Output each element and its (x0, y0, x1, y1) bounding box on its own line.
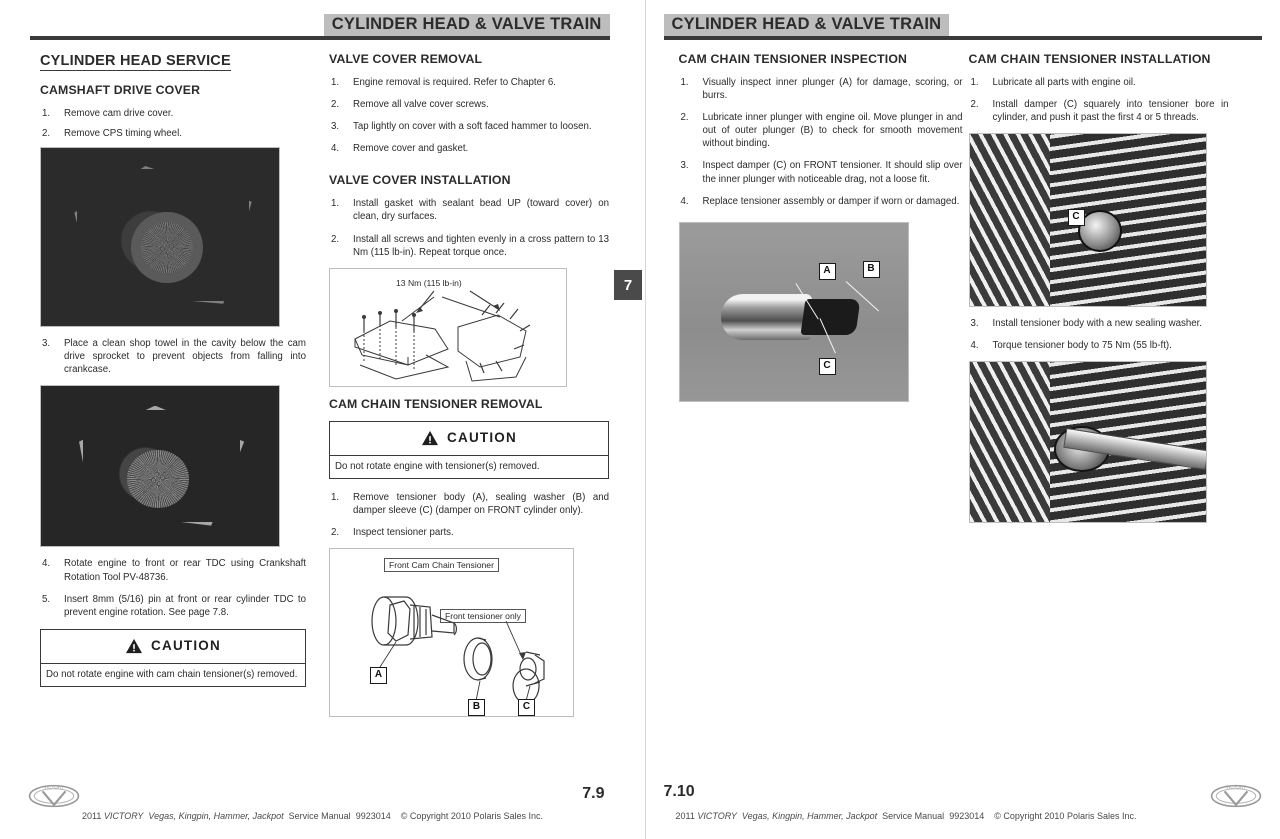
footer-credits (676, 811, 1137, 821)
tensioner-body-shape (721, 294, 812, 340)
step-number: 5. (42, 593, 51, 605)
svg-text:VICTORY: VICTORY (1225, 784, 1247, 790)
list-item (969, 339, 1229, 352)
footer-brand: VICTORY (103, 811, 144, 821)
step-text: Replace tensioner assembly or damper if worn or damaged. (702, 195, 960, 207)
heading-valve-cover-installation: VALVE COVER INSTALLATION (329, 173, 511, 188)
steps-list-tensioner-installation-2 (969, 317, 1229, 352)
caution-title: CAUTION (151, 638, 221, 654)
step-number: 3. (331, 121, 340, 133)
step-text: Install tensioner body with a new sealing washer. (992, 318, 1202, 330)
page-number: 7.9 (582, 785, 605, 802)
step-number: 1. (970, 77, 979, 88)
step-text: Remove CPS timing wheel. (64, 128, 182, 140)
footer-copyright: © Copyright 2010 Polaris Sales Inc. (400, 811, 543, 821)
step-text: Torque tensioner body to 75 Nm (55 lb-ft). (992, 340, 1172, 352)
footer-year: 2011 (675, 811, 695, 821)
caution-title: CAUTION (447, 430, 517, 446)
tensioner-line-drawing (329, 548, 574, 717)
footer-models: Vegas, Kingpin, Hammer, Jackpot (148, 811, 284, 821)
step-text: Remove all valve cover screws. (353, 99, 489, 111)
right-page-column-2 (969, 52, 1229, 533)
footer-part-number: 9923014 (949, 811, 985, 821)
steps-list-camshaft-2 (40, 337, 306, 376)
list-item (329, 76, 609, 89)
footer-copyright: © Copyright 2010 Polaris Sales Inc. (994, 811, 1137, 821)
list-item (969, 76, 1229, 89)
left-page-column-1 (40, 52, 306, 699)
right-page-header (646, 10, 1280, 40)
list-item (679, 111, 963, 150)
steps-list-camshaft-1 (40, 107, 306, 140)
valve-cover-schematic (330, 269, 566, 386)
warning-triangle-icon (421, 430, 439, 446)
step-number: 2. (331, 233, 340, 245)
callout-b: B (468, 699, 485, 716)
list-item (40, 557, 306, 583)
list-item (329, 142, 609, 155)
heading-valve-cover-removal: VALVE COVER REMOVAL (329, 52, 483, 66)
step-number: 2. (331, 99, 340, 111)
left-page-footer (0, 773, 645, 821)
running-header-title: CYLINDER HEAD & VALVE TRAIN (664, 14, 950, 36)
running-header-title: CYLINDER HEAD & VALVE TRAIN (324, 14, 610, 36)
figure-shop-towel-photo (40, 385, 306, 547)
step-number: 3. (42, 338, 51, 350)
step-number: 2. (970, 99, 979, 111)
footer-models: Vegas, Kingpin, Hammer, Jackpot (741, 811, 878, 821)
list-item (40, 593, 306, 619)
heading-cam-chain-tensioner-removal: CAM CHAIN TENSIONER REMOVAL (329, 396, 543, 411)
step-number: 4. (680, 195, 689, 207)
svg-text:VICTORY: VICTORY (43, 784, 65, 790)
list-item (329, 233, 609, 259)
figure-tensioner-assembly-photo (679, 222, 963, 402)
figure-valve-cover-torque-diagram (329, 268, 609, 387)
engine-photo (40, 147, 280, 327)
right-page-column-1 (679, 52, 963, 412)
cylinder-fins-photo (969, 133, 1207, 307)
caution-header (41, 630, 305, 664)
torque-spec-label: 13 Nm (115 lb-in) (392, 277, 466, 289)
steps-list-tensioner-inspection (679, 76, 963, 208)
heading-cam-chain-tensioner-inspection: CAM CHAIN TENSIONER INSPECTION (678, 52, 908, 66)
left-page-column-2 (329, 52, 609, 727)
step-number: 3. (680, 160, 689, 172)
callout-c: C (819, 358, 836, 375)
right-page (645, 0, 1280, 839)
step-text: Remove tensioner body (A), sealing washer (B) and damper sleeve (C) (damper on FRONT cylinder only). (353, 491, 609, 516)
tensioner-bore-shape (1078, 210, 1122, 252)
steps-list-valve-cover-removal (329, 76, 609, 155)
step-number: 3. (970, 318, 979, 330)
chapter-tab-7: 7 (614, 270, 642, 300)
step-number: 1. (331, 77, 340, 88)
step-text: Inspect damper (C) on FRONT tensioner. It should slip over the inner plunger with noticeable drag, not a loose fit. (702, 160, 963, 185)
figure-damper-install-photo (969, 133, 1229, 307)
steps-list-tensioner-installation-1 (969, 76, 1229, 124)
list-item (329, 526, 609, 539)
step-text: Engine removal is required. Refer to Chapter 6. (353, 77, 557, 88)
step-number: 4. (331, 143, 340, 155)
valve-cover-line-drawing (329, 268, 567, 387)
step-number: 2. (331, 527, 340, 539)
footer-credits (82, 811, 543, 821)
victory-logo-icon (28, 783, 80, 809)
callout-c: C (1068, 209, 1085, 226)
fin-stack-shape (970, 134, 1050, 306)
caution-box-tensioner-removed (329, 421, 609, 479)
subsection-camshaft-drive-cover: CAMSHAFT DRIVE COVER (40, 83, 201, 97)
victory-logo-icon (1210, 783, 1262, 809)
step-text: Insert 8mm (5/16) pin at front or rear cylinder TDC to prevent engine rotation. See page 7.8. (64, 593, 306, 618)
page-number: 7.10 (663, 783, 695, 800)
step-text: Install all screws and tighten evenly in a cross pattern to 13 Nm (115 lb-in). Repeat torque once. (353, 233, 609, 258)
callout-b: B (863, 261, 880, 278)
header-rule (30, 36, 610, 40)
step-text: Install damper (C) squarely into tensioner bore in cylinder, and push it past the first 4 or 5 threads. (992, 99, 1229, 124)
footer-manual: Service Manual (288, 811, 351, 821)
list-item (329, 98, 609, 111)
figure-torque-tensioner-photo (969, 361, 1229, 523)
torque-wrench-photo (969, 361, 1207, 523)
caution-body: Do not rotate engine with tensioner(s) removed. (335, 460, 540, 472)
footer-part-number: 9923014 (355, 811, 391, 821)
callout-c: C (518, 699, 535, 716)
step-number: 2. (680, 112, 689, 124)
step-number: 1. (331, 491, 340, 503)
step-number: 1. (680, 77, 689, 88)
caution-body: Do not rotate engine with cam chain tensioner(s) removed. (46, 668, 298, 680)
step-text: Place a clean shop towel in the cavity below the cam drive sprocket to prevent objects from falling into crankcase. (64, 338, 306, 376)
step-text: Tap lightly on cover with a soft faced hammer to loosen. (353, 121, 592, 133)
list-item (969, 98, 1229, 124)
step-number: 1. (42, 108, 51, 119)
step-text: Visually inspect inner plunger (A) for damage, scoring, or burrs. (702, 77, 963, 102)
step-text: Inspect tensioner parts. (353, 527, 454, 539)
header-rule (664, 36, 1263, 40)
step-number: 4. (42, 558, 51, 570)
step-text: Lubricate inner plunger with engine oil. Move plunger in and out of outer plunger (B) to check for smooth movement without binding. (702, 112, 963, 150)
step-text: Rotate engine to front or rear TDC using Crankshaft Rotation Tool PV-48736. (64, 558, 306, 583)
figure-front-cam-chain-tensioner (329, 548, 609, 717)
list-item (329, 197, 609, 223)
left-page-header (0, 10, 645, 40)
list-item (40, 337, 306, 376)
steps-list-valve-cover-installation (329, 197, 609, 258)
right-page-footer (646, 773, 1280, 821)
list-item (679, 159, 963, 185)
caution-header (330, 422, 608, 456)
figure-title-label: Front Cam Chain Tensioner (384, 558, 499, 572)
steps-list-camshaft-3 (40, 557, 306, 618)
list-item (329, 120, 609, 133)
callout-a: A (819, 263, 836, 280)
step-text: Remove cover and gasket. (353, 143, 469, 155)
list-item (40, 127, 306, 140)
fin-stack-shape (970, 362, 1050, 522)
callout-a: A (370, 667, 387, 684)
figure-camshaft-drive-cover-photo (40, 147, 306, 327)
step-number: 4. (970, 340, 979, 352)
warning-triangle-icon (125, 638, 143, 654)
step-text: Remove cam drive cover. (64, 108, 174, 119)
footer-manual: Service Manual (882, 811, 945, 821)
step-number: 1. (331, 198, 340, 210)
list-item (969, 317, 1229, 330)
tensioner-parts-schematic (330, 549, 573, 716)
caution-box-cam-chain-tensioner (40, 629, 306, 687)
footer-year: 2011 (82, 811, 102, 821)
step-text: Lubricate all parts with engine oil. (992, 77, 1136, 88)
list-item (329, 491, 609, 517)
engine-photo (40, 385, 280, 547)
step-number: 2. (42, 128, 51, 140)
list-item (679, 195, 963, 208)
heading-cam-chain-tensioner-installation: CAM CHAIN TENSIONER INSTALLATION (968, 52, 1211, 66)
page-title: CYLINDER HEAD SERVICE (40, 53, 231, 69)
footer-brand: VICTORY (697, 811, 737, 821)
steps-list-tensioner-removal (329, 491, 609, 539)
tensioner-photo (679, 222, 909, 402)
step-text: Install gasket with sealant bead UP (toward cover) on clean, dry surfaces. (353, 198, 609, 223)
list-item (40, 107, 306, 120)
front-tensioner-only-label: Front tensioner only (440, 609, 526, 623)
list-item (679, 76, 963, 102)
